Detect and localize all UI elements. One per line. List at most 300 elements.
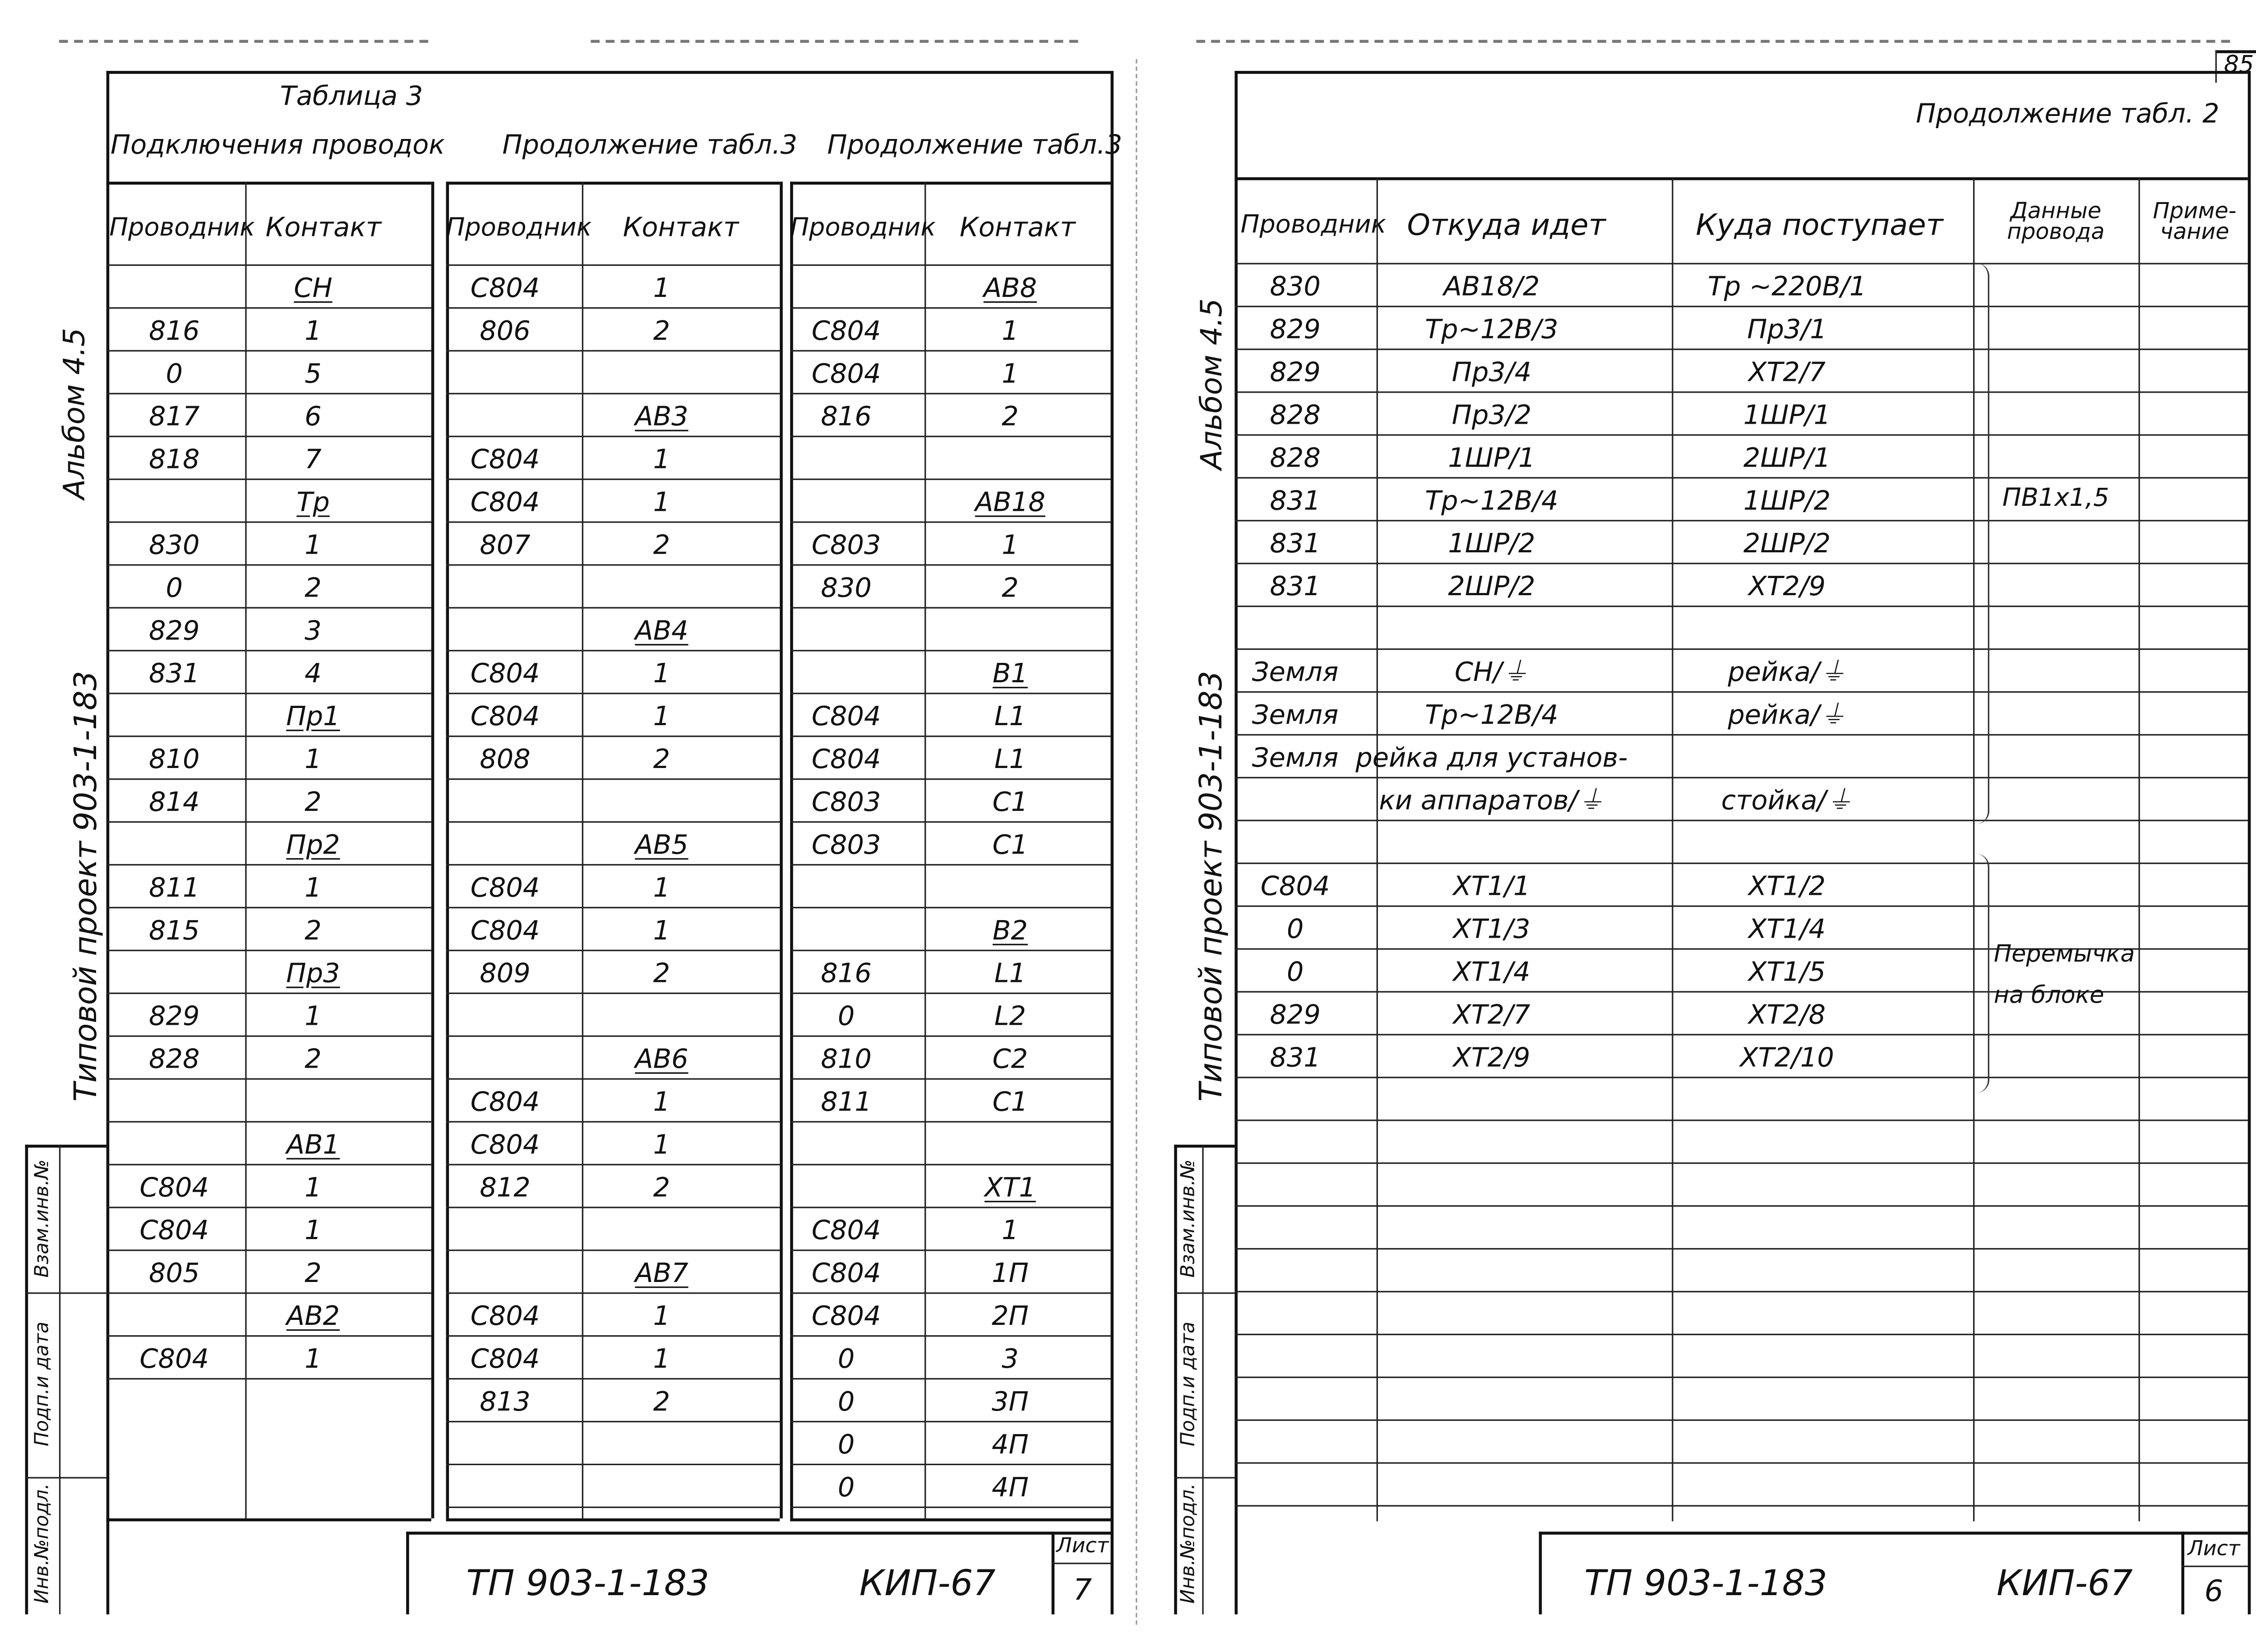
device-heading: СН — [294, 272, 333, 304]
row-divider — [790, 521, 1110, 523]
row-divider — [790, 907, 1110, 908]
column-header: Проводник — [790, 213, 936, 243]
row-divider — [790, 1036, 1110, 1037]
conductor-cell: 807 — [480, 529, 531, 561]
contact-cell: 1 — [305, 1343, 322, 1374]
contact-cell: 1 — [653, 486, 670, 518]
contact-cell: 1 — [653, 1300, 670, 1332]
to-cell: ХТ1/5 — [1748, 956, 1826, 988]
from-cell: АВ18/2 — [1443, 271, 1540, 302]
conductor-cell: 0 — [1286, 956, 1304, 988]
contact-cell: 1 — [1002, 315, 1019, 347]
contact-cell: С1 — [992, 786, 1028, 818]
conductor-cell: С804 — [470, 444, 540, 475]
row-divider — [790, 778, 1110, 780]
row-divider — [446, 1507, 780, 1508]
device-heading: В2 — [992, 915, 1028, 946]
conductor-cell: 805 — [149, 1258, 200, 1289]
contact-cell: С1 — [992, 1086, 1028, 1118]
to-cell: стойка/⏚ — [1721, 785, 1853, 816]
conductor-cell: 811 — [821, 1086, 872, 1118]
contact-cell: 4П — [991, 1429, 1029, 1460]
conductor-cell: 810 — [821, 1043, 872, 1075]
row-divider — [106, 1292, 431, 1294]
stamp-label: Инв.№подл. — [1178, 1483, 1200, 1604]
contact-cell: 2 — [653, 1172, 670, 1203]
row-divider — [790, 693, 1110, 694]
sheet-label: Лист — [2187, 1537, 2240, 1561]
row-divider — [1234, 306, 2247, 307]
contact-cell: 1 — [653, 701, 670, 732]
contact-cell: 3П — [991, 1386, 1029, 1417]
row-divider — [446, 393, 780, 394]
row-divider — [106, 1207, 431, 1208]
row-divider — [1234, 777, 2247, 778]
stamp-label: Взам.инв.№ — [1178, 1159, 1200, 1278]
conductor-cell: 816 — [821, 958, 872, 989]
contact-cell: L1 — [994, 744, 1026, 775]
contact-cell: 4П — [991, 1472, 1029, 1503]
contact-cell: 1 — [653, 1343, 670, 1374]
row-divider — [106, 693, 431, 694]
from-cell: Тр~12В/3 — [1425, 314, 1558, 345]
row-divider — [446, 564, 780, 565]
conductor-cell: 830 — [149, 529, 200, 561]
conductor-cell: С804 — [470, 915, 540, 946]
contact-cell: 1 — [1002, 529, 1019, 561]
project-label: Типовой проект 903-1-183 — [1193, 671, 1229, 1102]
row-divider — [790, 1207, 1110, 1208]
conductor-cell: Земля — [1252, 656, 1339, 688]
row-divider — [1234, 606, 2247, 607]
conductor-cell: С804 — [139, 1172, 209, 1203]
row-divider — [446, 1249, 780, 1251]
contact-cell: L1 — [994, 701, 1026, 732]
contact-cell: 6 — [305, 401, 322, 432]
conductor-cell: 811 — [149, 872, 200, 903]
row-divider — [446, 350, 780, 352]
conductor-cell: 0 — [837, 1429, 855, 1460]
row-divider — [446, 1464, 780, 1465]
row-divider — [1234, 1505, 2247, 1506]
to-cell: ХТ2/7 — [1748, 356, 1826, 388]
device-heading: В1 — [992, 658, 1028, 689]
column-header: Контакт — [623, 213, 739, 244]
conductor-cell: 0 — [837, 1000, 855, 1032]
row-divider — [446, 821, 780, 823]
column-header: Проводник — [109, 213, 255, 243]
device-heading: Тр — [296, 486, 330, 518]
from-cell: СН/⏚ — [1454, 656, 1529, 688]
row-divider — [790, 950, 1110, 951]
conductor-cell: С804 — [139, 1343, 209, 1374]
row-divider — [446, 950, 780, 951]
conductor-cell: 810 — [149, 744, 200, 775]
row-divider — [790, 736, 1110, 737]
contact-cell: 1 — [653, 915, 670, 946]
album-label: Альбом 4.5 — [1193, 298, 1229, 470]
project-code: ТП 903-1-183 — [466, 1563, 710, 1604]
to-cell: Тр ~220В/1 — [1707, 271, 1867, 302]
row-divider — [106, 1249, 431, 1251]
contact-cell: 1 — [653, 872, 670, 903]
conductor-cell: С804 — [470, 1300, 540, 1332]
conductor-cell: С804 — [470, 1343, 540, 1374]
continuation-label: Продолжение табл.3 — [827, 130, 1123, 161]
contact-cell: 2 — [653, 958, 670, 989]
row-divider — [106, 1121, 431, 1122]
row-divider — [106, 564, 431, 565]
conductor-cell: 0 — [837, 1343, 855, 1374]
row-divider — [446, 436, 780, 437]
contact-cell: С2 — [992, 1043, 1028, 1075]
contact-cell: 1 — [305, 1215, 322, 1246]
conductor-cell: Земля — [1252, 699, 1339, 731]
row-divider — [446, 650, 780, 651]
project-label: Типовой проект 903-1-183 — [68, 671, 104, 1102]
column-header: Приме-чание — [2153, 197, 2237, 245]
row-divider — [790, 864, 1110, 865]
row-divider — [446, 307, 780, 309]
row-divider — [106, 950, 431, 951]
from-cell: 1ШР/1 — [1448, 442, 1535, 474]
conductor-cell: 829 — [149, 1000, 200, 1032]
from-cell: Пр3/4 — [1452, 356, 1532, 388]
table-subtitle: Подключения проводок — [110, 130, 445, 161]
from-cell: ХТ1/3 — [1453, 913, 1530, 945]
device-heading: АВ18 — [975, 486, 1045, 518]
row-divider — [1234, 391, 2247, 393]
document-code: КИП-67 — [1996, 1563, 2133, 1604]
from-cell: Тр~12В/4 — [1425, 485, 1558, 516]
row-divider — [790, 1335, 1110, 1337]
to-cell: ХТ1/4 — [1748, 913, 1826, 945]
conductor-cell: С804 — [470, 872, 540, 903]
conductor-cell: 828 — [1270, 442, 1321, 474]
to-cell: рейка/⏚ — [1728, 699, 1846, 731]
conductor-cell: 831 — [1270, 528, 1321, 559]
conductor-cell: 828 — [1270, 399, 1321, 431]
from-cell: 2ШР/2 — [1448, 571, 1535, 602]
contact-cell: 4 — [305, 658, 322, 689]
row-divider — [1234, 1205, 2247, 1207]
contact-cell: 1 — [653, 658, 670, 689]
row-divider — [106, 607, 431, 608]
group-brace — [1976, 263, 1989, 824]
row-divider — [446, 521, 780, 523]
device-heading: АВ8 — [983, 272, 1037, 304]
row-divider — [790, 1121, 1110, 1122]
conductor-cell: 831 — [1270, 485, 1321, 516]
row-divider — [106, 736, 431, 737]
row-divider — [106, 1164, 431, 1165]
conductor-cell: 831 — [1270, 571, 1321, 602]
to-cell: 1ШР/1 — [1743, 399, 1831, 431]
device-heading: АВ5 — [635, 829, 689, 861]
row-divider — [790, 436, 1110, 437]
device-heading: АВ4 — [635, 615, 689, 647]
row-divider — [1234, 348, 2247, 350]
contact-cell: 1 — [305, 529, 322, 561]
conductor-cell: 0 — [1286, 913, 1304, 945]
contact-cell: 1 — [1002, 358, 1019, 389]
from-cell: ХТ2/7 — [1453, 999, 1530, 1031]
from-cell: 1ШР/2 — [1448, 528, 1535, 559]
stamp-label: Подп.и дата — [32, 1321, 54, 1447]
row-divider — [1234, 477, 2247, 478]
conductor-cell: 809 — [480, 958, 531, 989]
contact-cell: 1 — [653, 1129, 670, 1161]
from-cell: рейка для установ- — [1355, 742, 1628, 773]
conductor-cell: С804 — [470, 658, 540, 689]
from-cell: ХТ1/4 — [1453, 956, 1530, 988]
conductor-cell: С804 — [811, 358, 881, 389]
sheet-number: 7 — [1073, 1571, 1092, 1607]
row-divider — [790, 1164, 1110, 1165]
conductor-cell: 831 — [149, 658, 200, 689]
device-heading: АВ7 — [635, 1258, 689, 1289]
contact-cell: 1 — [305, 744, 322, 775]
fold-line — [1136, 59, 1137, 1625]
conductor-cell: С804 — [811, 701, 881, 732]
row-divider — [446, 1164, 780, 1165]
contact-cell: 2 — [1002, 401, 1019, 432]
to-cell: ХТ2/10 — [1740, 1042, 1834, 1073]
jumper-note: Перемычка на блоке — [1993, 939, 2135, 1009]
conductor-cell: С804 — [470, 272, 540, 304]
contact-cell: 3 — [1002, 1343, 1019, 1374]
row-divider — [1234, 1462, 2247, 1463]
conductor-cell: С804 — [811, 1300, 881, 1332]
contact-cell: 1 — [305, 872, 322, 903]
column-header: Проводник — [1240, 210, 1387, 240]
row-divider — [1234, 820, 2247, 821]
row-divider — [790, 479, 1110, 480]
scan-mark — [1196, 40, 2230, 43]
column-header: Контакт — [959, 213, 1076, 244]
row-divider — [446, 693, 780, 694]
row-divider — [1234, 1120, 2247, 1121]
row-divider — [106, 1378, 431, 1379]
row-divider — [1234, 1034, 2247, 1035]
column-header: Контакт — [265, 213, 382, 244]
row-divider — [106, 436, 431, 437]
row-divider — [446, 1292, 780, 1294]
conductor-cell: С804 — [811, 744, 881, 775]
row-divider — [446, 1078, 780, 1079]
row-divider — [1234, 1334, 2247, 1335]
device-heading: АВ2 — [286, 1300, 340, 1332]
row-divider — [106, 479, 431, 480]
column-header: Проводник — [446, 213, 592, 243]
contact-cell: 2 — [305, 915, 322, 946]
contact-cell: 1 — [305, 1172, 322, 1203]
conductor-cell: 829 — [149, 615, 200, 647]
frame-top — [106, 71, 1111, 74]
row-divider — [446, 479, 780, 480]
contact-cell: 1 — [305, 1000, 322, 1032]
contact-cell: L1 — [994, 958, 1026, 989]
row-divider — [1234, 691, 2247, 693]
from-cell: ХТ1/1 — [1453, 870, 1530, 902]
row-divider — [790, 993, 1110, 994]
row-divider — [106, 1078, 431, 1079]
contact-cell: 2 — [1002, 572, 1019, 604]
page-number: 85 — [2224, 50, 2254, 79]
contact-cell: 2П — [991, 1300, 1029, 1332]
contact-cell: 2 — [653, 529, 670, 561]
conductor-cell: 828 — [149, 1043, 200, 1075]
device-heading: АВ6 — [635, 1043, 689, 1075]
conductor-cell: С803 — [811, 786, 881, 818]
conductor-cell: С804 — [470, 701, 540, 732]
row-divider — [446, 1036, 780, 1037]
conductor-cell: 0 — [837, 1386, 855, 1417]
conductor-cell: 0 — [837, 1472, 855, 1503]
project-code: ТП 903-1-183 — [1584, 1563, 1827, 1604]
conductor-cell: 816 — [149, 315, 200, 347]
row-divider — [106, 521, 431, 523]
conductor-cell: 0 — [166, 358, 183, 389]
row-divider — [1234, 863, 2247, 864]
scan-mark — [59, 40, 428, 43]
continuation-label: Продолжение табл. 2 — [1916, 99, 2219, 130]
row-divider — [790, 1421, 1110, 1422]
conductor-cell: С804 — [811, 1258, 881, 1289]
row-divider — [1234, 648, 2247, 650]
album-label: Альбом 4.5 — [56, 328, 92, 500]
conductor-cell: 813 — [480, 1386, 531, 1417]
document-code: КИП-67 — [859, 1563, 996, 1604]
frame-left — [106, 71, 110, 1614]
contact-cell: 2 — [305, 572, 322, 604]
conductor-cell: С804 — [1260, 870, 1330, 902]
column-header: Куда поступает — [1696, 207, 1943, 242]
row-divider — [446, 607, 780, 608]
row-divider — [106, 821, 431, 823]
conductor-cell: 812 — [480, 1172, 531, 1203]
row-divider — [790, 607, 1110, 608]
to-cell: ХТ2/9 — [1748, 571, 1826, 602]
row-divider — [446, 1378, 780, 1379]
conductor-cell: С804 — [470, 486, 540, 518]
device-heading: АВ3 — [635, 401, 689, 432]
contact-cell: 2 — [653, 744, 670, 775]
row-divider — [106, 350, 431, 352]
conductor-cell: 829 — [1270, 314, 1321, 345]
from-cell: ХТ2/9 — [1453, 1042, 1530, 1073]
conductor-cell: 818 — [149, 444, 200, 475]
row-divider — [106, 650, 431, 651]
contact-cell: 1 — [1002, 1215, 1019, 1246]
conductor-cell: 829 — [1270, 999, 1321, 1031]
from-cell: Тр~12В/4 — [1425, 699, 1558, 731]
conductor-cell: 814 — [149, 786, 200, 818]
row-divider — [790, 1078, 1110, 1079]
conductor-cell: 830 — [1270, 271, 1321, 302]
contact-cell: L2 — [994, 1000, 1026, 1032]
frame-right — [1110, 71, 1114, 1614]
row-divider — [106, 778, 431, 780]
table-title: Таблица 3 — [280, 81, 423, 112]
conductor-cell: 829 — [1270, 356, 1321, 388]
to-cell: Пр3/1 — [1747, 314, 1827, 345]
conductor-cell: 830 — [821, 572, 872, 604]
row-divider — [106, 307, 431, 309]
row-divider — [446, 864, 780, 865]
contact-cell: 5 — [305, 358, 322, 389]
contact-cell: 2 — [653, 1386, 670, 1417]
row-divider — [1234, 1077, 2247, 1078]
row-divider — [790, 1249, 1110, 1251]
conductor-cell: С803 — [811, 529, 881, 561]
row-divider — [790, 1507, 1110, 1508]
row-divider — [790, 564, 1110, 565]
device-heading: ХТ1 — [984, 1172, 1036, 1203]
contact-cell: 7 — [305, 444, 322, 475]
contact-cell: 2 — [305, 1258, 322, 1289]
column-header: Данные провода — [2007, 197, 2105, 245]
to-cell: 1ШР/2 — [1743, 485, 1831, 516]
row-divider — [1234, 1291, 2247, 1292]
device-heading: Пр3 — [286, 958, 340, 989]
sheet-number: 6 — [2204, 1573, 2224, 1609]
conductor-cell: С804 — [470, 1086, 540, 1118]
row-divider — [790, 1464, 1110, 1465]
row-divider — [1234, 1162, 2247, 1164]
to-cell: ХТ2/8 — [1748, 999, 1826, 1031]
row-divider — [1234, 905, 2247, 907]
contact-cell: С1 — [992, 829, 1028, 861]
row-divider — [790, 393, 1110, 394]
row-divider — [790, 821, 1110, 823]
contact-cell: 1 — [653, 1086, 670, 1118]
conductor-cell: 815 — [149, 915, 200, 946]
row-divider — [446, 1121, 780, 1122]
row-divider — [446, 778, 780, 780]
to-cell: 2ШР/1 — [1743, 442, 1831, 474]
stamp-label: Взам.инв.№ — [32, 1159, 54, 1278]
column-header: Откуда идет — [1407, 207, 1606, 242]
contact-cell: 2 — [305, 786, 322, 818]
row-divider — [790, 1292, 1110, 1294]
device-heading: Пр1 — [286, 701, 340, 732]
contact-cell: 1 — [653, 272, 670, 304]
conductor-cell: 831 — [1270, 1042, 1321, 1073]
contact-cell: 1 — [653, 444, 670, 475]
contact-cell: 3 — [305, 615, 322, 647]
contact-cell: 2 — [305, 1043, 322, 1075]
group-brace — [1976, 854, 1989, 1093]
conductor-cell: 806 — [480, 315, 531, 347]
to-cell: ХТ1/2 — [1748, 870, 1826, 902]
scan-mark — [591, 40, 1078, 43]
stamp-label: Инв.№подл. — [32, 1483, 54, 1604]
to-cell: 2ШР/2 — [1743, 528, 1831, 559]
row-divider — [790, 650, 1110, 651]
row-divider — [446, 1207, 780, 1208]
row-divider — [790, 350, 1110, 352]
row-divider — [1234, 434, 2247, 435]
row-divider — [1234, 1248, 2247, 1249]
row-divider — [446, 1335, 780, 1337]
row-divider — [1234, 734, 2247, 736]
row-divider — [106, 1335, 431, 1337]
conductor-cell: С804 — [470, 1129, 540, 1161]
conductor-cell: С804 — [811, 1215, 881, 1246]
conductor-cell: Земля — [1252, 742, 1339, 773]
continuation-label: Продолжение табл.3 — [502, 130, 798, 161]
